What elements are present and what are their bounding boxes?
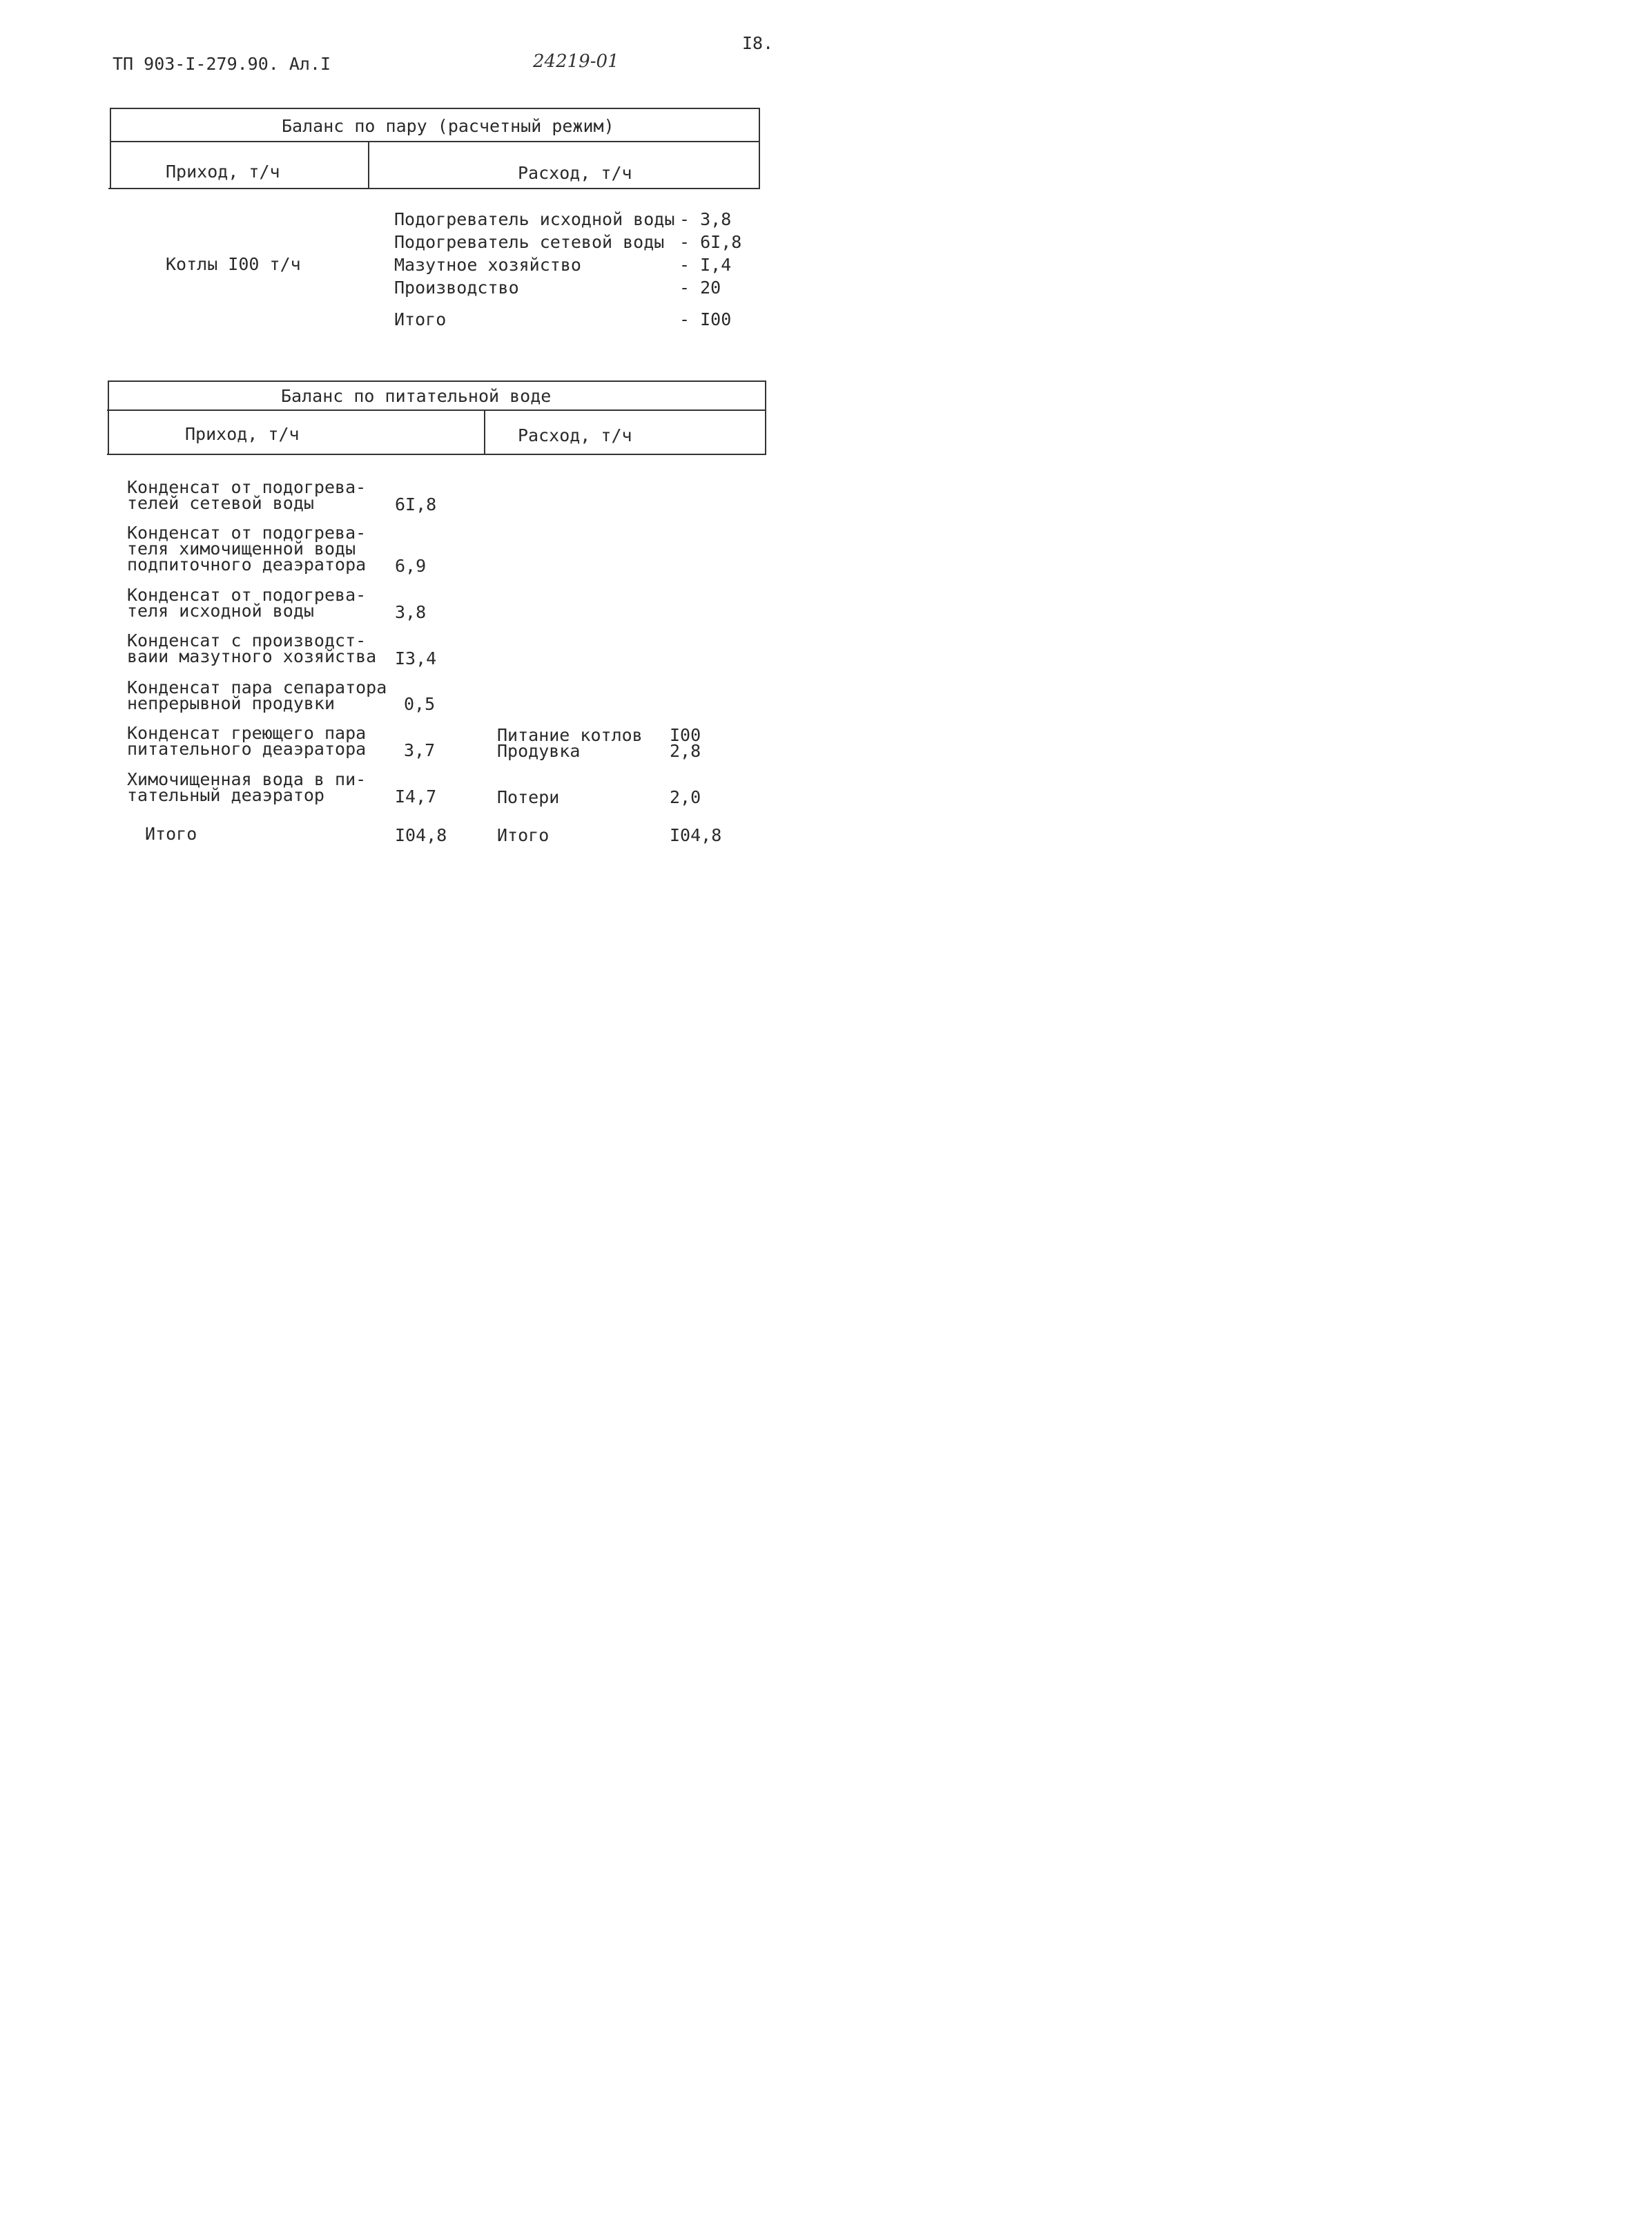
feedwater-income-value: 3,8 bbox=[395, 602, 427, 622]
steam-expense-label: Подогреватель сетевой воды bbox=[394, 232, 665, 252]
feedwater-income-value: 3,7 bbox=[404, 740, 436, 760]
feedwater-income-value: 6I,8 bbox=[395, 494, 437, 514]
feedwater-income-label: Конденсат от подогрева- телей сетевой воды bbox=[127, 477, 367, 513]
steam-expense-value: - 3,8 bbox=[679, 209, 732, 229]
steam-total-value: - I00 bbox=[679, 309, 732, 329]
feedwater-income-value: 0,5 bbox=[404, 694, 436, 714]
feedwater-expense-label: Питание котлов Продувка bbox=[497, 725, 643, 761]
column-divider bbox=[484, 409, 485, 455]
feedwater-income-label: Конденсат от подогрева- теля химочищенной воды подпиточного деаэратора bbox=[127, 523, 367, 575]
table-border-right bbox=[759, 108, 760, 189]
table-border-left bbox=[108, 380, 109, 455]
steam-income-item: Котлы I00 т/ч bbox=[166, 254, 301, 274]
feedwater-income-label: Конденсат пара сепаратора непрерывной продувки bbox=[127, 677, 387, 713]
feedwater-expense-label: Потери bbox=[497, 787, 560, 807]
steam-expense-label: Подогреватель исходной воды bbox=[394, 209, 675, 229]
steam-expense-header: Расход, т/ч bbox=[518, 163, 632, 183]
steam-expense-label: Мазутное хозяйство bbox=[394, 255, 581, 275]
feedwater-income-label: Конденсат от подогрева- теля исходной воды bbox=[127, 585, 367, 621]
page-number: I8. bbox=[742, 33, 774, 53]
feedwater-income-value: I3,4 bbox=[395, 648, 437, 668]
handwritten-number: 24219-01 bbox=[533, 51, 619, 72]
steam-balance-title: Баланс по пару (расчетный режим) bbox=[282, 116, 614, 136]
column-divider bbox=[368, 141, 369, 189]
steam-expense-value: - 20 bbox=[679, 278, 721, 298]
feedwater-income-total-value: I04,8 bbox=[395, 825, 447, 845]
table-divider bbox=[107, 409, 766, 411]
feedwater-income-header: Приход, т/ч bbox=[185, 424, 300, 444]
steam-income-header: Приход, т/ч bbox=[166, 162, 280, 182]
steam-expense-value: - 6I,8 bbox=[679, 232, 742, 252]
steam-expense-value: - I,4 bbox=[679, 255, 732, 275]
feedwater-income-value: I4,7 bbox=[395, 787, 437, 807]
feedwater-income-label: Химочищенная вода в пи- тательный деаэратор bbox=[127, 769, 367, 805]
feedwater-income-label: Конденсат с производст- ваии мазутного хозяйства bbox=[127, 630, 377, 666]
table-divider bbox=[110, 141, 759, 142]
steam-total-label: Итого bbox=[394, 309, 447, 329]
feedwater-expense-total-value: I04,8 bbox=[670, 825, 722, 845]
steam-expense-label: Производство bbox=[394, 278, 519, 298]
table-border-bottom bbox=[107, 454, 766, 455]
feedwater-balance-title: Баланс по питательной воде bbox=[281, 386, 552, 406]
table-border-right bbox=[765, 380, 766, 455]
feedwater-expense-total-label: Итого bbox=[497, 825, 550, 845]
feedwater-income-label: Конденсат греющего пара питательного деаэратора bbox=[127, 723, 367, 759]
feedwater-expense-header: Расход, т/ч bbox=[518, 425, 632, 445]
doc-code: ТП 903-I-279.90. Ал.I bbox=[113, 54, 331, 74]
table-border-top bbox=[110, 108, 759, 109]
table-border-left bbox=[110, 108, 111, 189]
feedwater-income-total-label: Итого bbox=[145, 824, 197, 844]
table-border-bottom bbox=[108, 188, 759, 189]
table-border-top bbox=[108, 380, 766, 382]
feedwater-expense-value: 2,0 bbox=[670, 787, 701, 807]
feedwater-expense-value: I00 2,8 bbox=[670, 725, 701, 761]
feedwater-income-value: 6,9 bbox=[395, 556, 427, 576]
